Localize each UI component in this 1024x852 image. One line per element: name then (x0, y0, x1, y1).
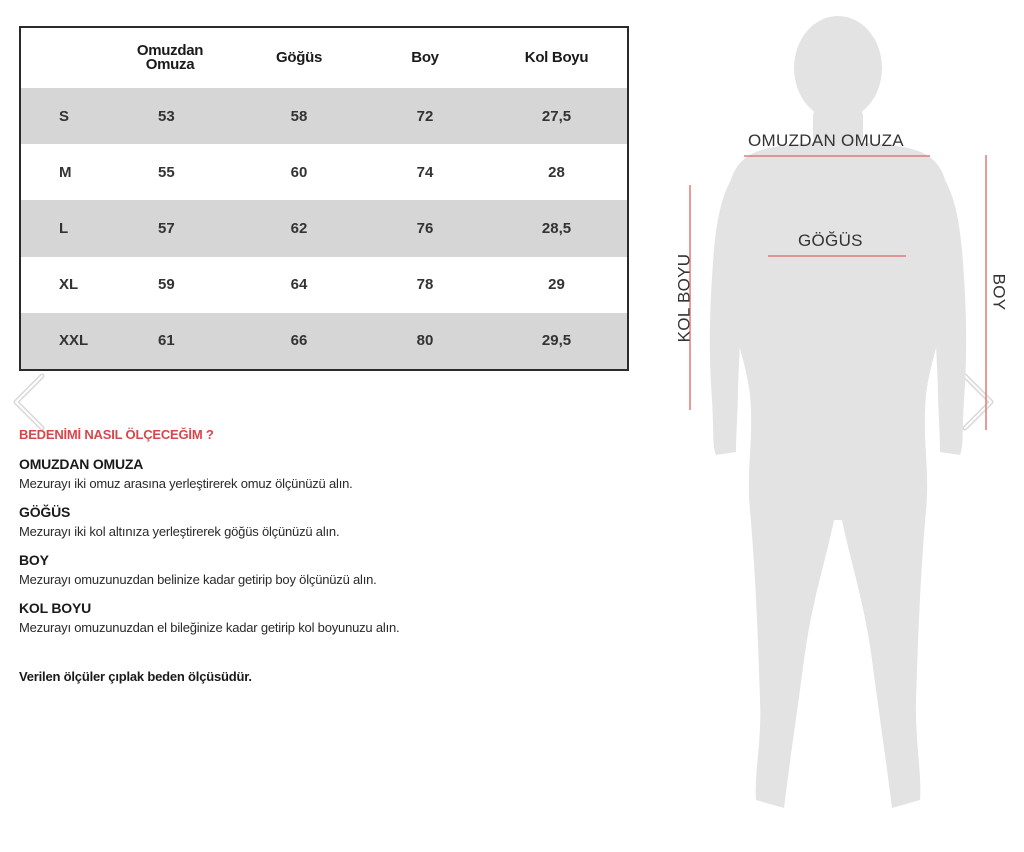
header-size (21, 28, 106, 88)
header-omuzdan-line1: Omuzdan (136, 42, 204, 59)
carousel-prev-button[interactable] (6, 372, 50, 432)
gogus-value: 66 (234, 313, 364, 369)
boy-value: 76 (364, 200, 486, 256)
guide-text: Mezurayı iki omuz arasına yerleştirerek omuz ölçünüzü alın. (19, 476, 353, 491)
size-chart-table (19, 26, 629, 371)
omuzdan-value: 59 (158, 276, 175, 294)
boy-value: 80 (364, 313, 486, 369)
omuzdan-value: 55 (158, 163, 175, 181)
label-omuzdan-omuza: OMUZDAN OMUZA (748, 131, 904, 150)
size-label: S (21, 88, 106, 144)
header-omuzdan-omuza (106, 28, 234, 88)
guide-section-boy (19, 552, 579, 587)
label-boy: BOY (989, 273, 1009, 311)
size-label: XL (59, 276, 79, 294)
guide-section-kol-boyu (19, 600, 579, 635)
guide-heading: BOY (19, 552, 49, 568)
gogus-value: 58 (234, 88, 364, 144)
table-header-row (21, 28, 627, 88)
header-gogus: Göğüs (276, 49, 322, 66)
table-row (21, 257, 627, 313)
gogus-value: 64 (290, 276, 308, 294)
measurement-guide (19, 427, 579, 697)
header-kol-boyu: Kol Boyu (524, 49, 589, 66)
boy-value: 78 (416, 276, 434, 294)
guide-section-gogus (19, 504, 579, 539)
kol-value: 29,5 (486, 313, 627, 369)
size-label: M (59, 163, 72, 181)
chevron-left-icon (6, 372, 50, 432)
table-row (21, 88, 627, 144)
header-boy: Boy (411, 49, 439, 66)
gogus-value: 62 (234, 200, 364, 256)
guide-note: Verilen ölçüler çıplak beden ölçüsüdür. (19, 669, 252, 684)
guide-heading: OMUZDAN OMUZA (19, 456, 144, 472)
label-kol-boyu: KOL BOYU (674, 253, 694, 343)
omuzdan-value: 57 (106, 200, 234, 256)
guide-heading: KOL BOYU (19, 600, 92, 616)
boy-value: 72 (364, 88, 486, 144)
kol-value: 29 (548, 276, 565, 294)
label-gogus: GÖĞÜS (798, 231, 863, 250)
guide-text: Mezurayı omuzunuzdan belinize kadar getirip boy ölçünüzü alın. (19, 572, 377, 587)
guide-section-omuzdan (19, 456, 579, 491)
table-row (21, 200, 627, 256)
kol-value: 28 (548, 163, 565, 181)
omuzdan-value: 53 (106, 88, 234, 144)
guide-title: BEDENİMİ NASIL ÖLÇECEĞİM ? (19, 427, 214, 442)
kol-value: 28,5 (486, 200, 627, 256)
omuzdan-value: 61 (106, 313, 234, 369)
kol-value: 27,5 (486, 88, 627, 144)
guide-text: Mezurayı omuzunuzdan el bileğinize kadar getirip kol boyunuzu alın. (19, 620, 400, 635)
table-row (21, 144, 627, 200)
size-label: L (21, 200, 106, 256)
guide-heading: GÖĞÜS (19, 504, 71, 520)
table-row (21, 313, 627, 369)
gogus-value: 60 (290, 163, 308, 181)
boy-value: 74 (416, 163, 434, 181)
header-omuzdan-line2: Omuza (145, 56, 195, 73)
size-label: XXL (21, 313, 106, 369)
guide-text: Mezurayı iki kol altınıza yerleştirerek göğüs ölçünüzü alın. (19, 524, 340, 539)
